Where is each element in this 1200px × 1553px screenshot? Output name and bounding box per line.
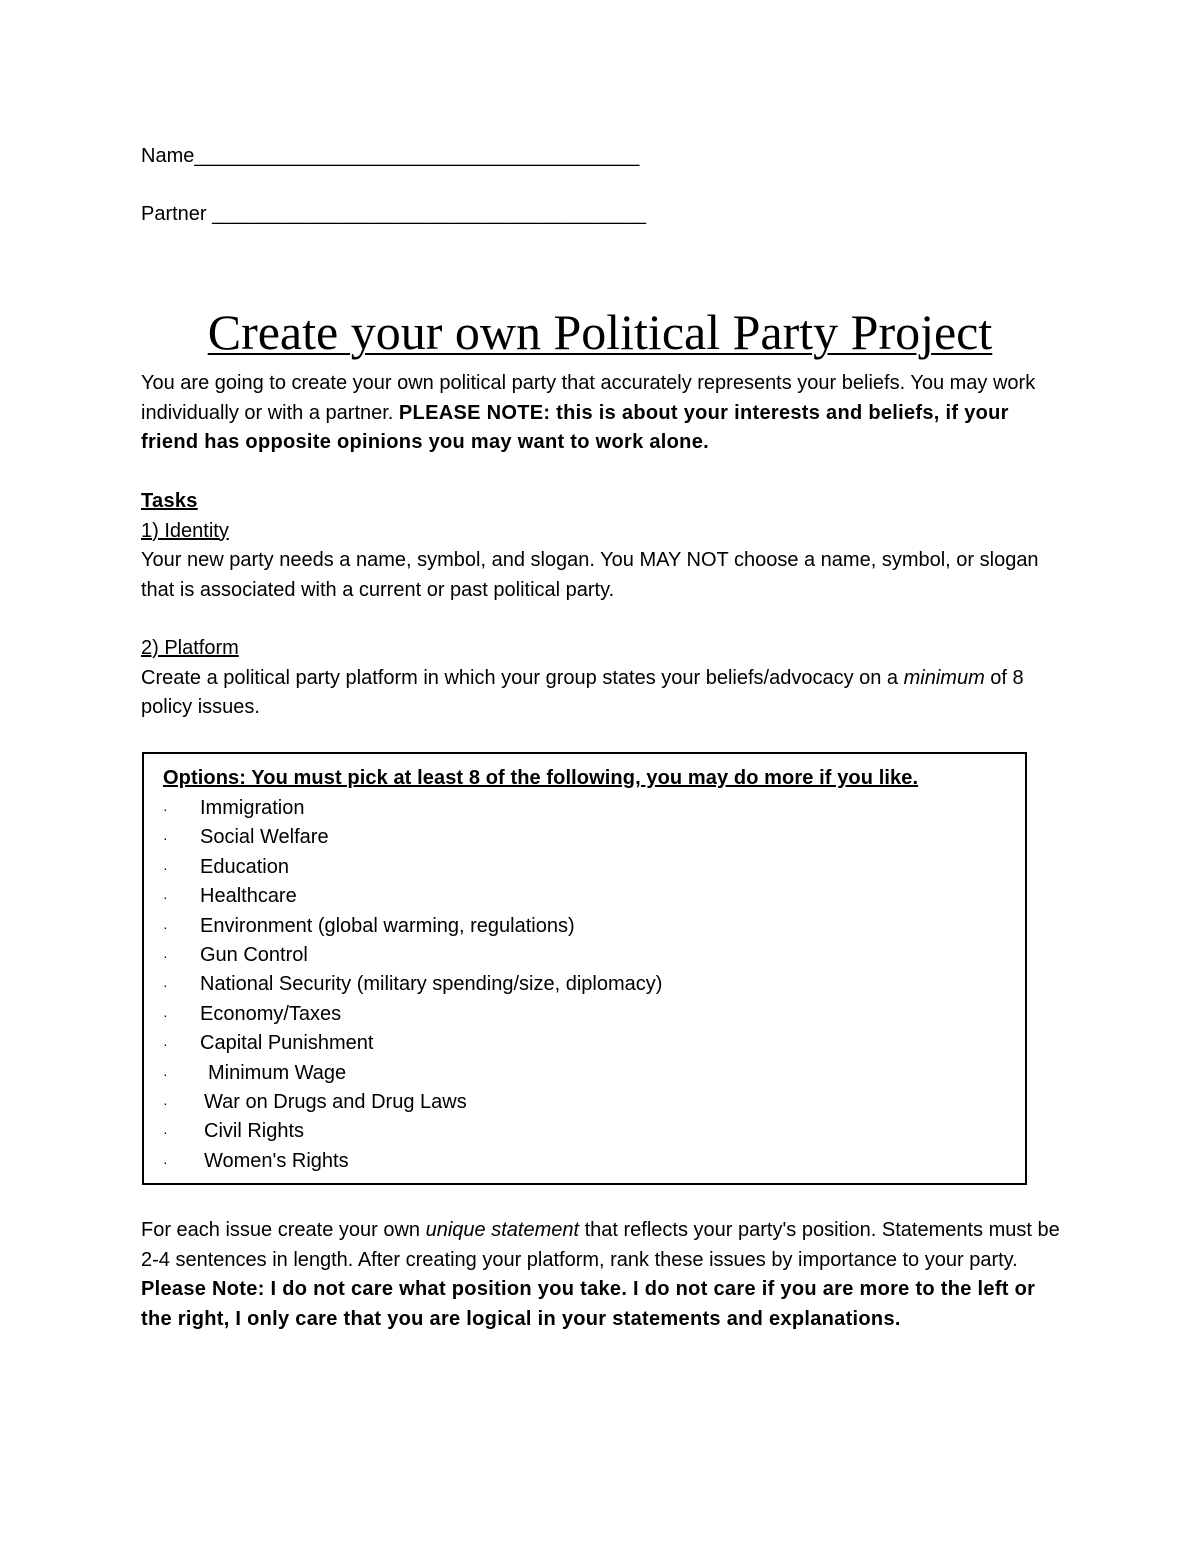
bullet: ·: [163, 1006, 168, 1023]
bullet: ·: [163, 1065, 168, 1082]
list-item: [163, 1088, 662, 1117]
bullet: ·: [163, 889, 168, 906]
platform-text-end: of 8 policy issues.: [141, 666, 1024, 718]
list-item: [163, 853, 662, 882]
list-item: [163, 1059, 662, 1088]
platform-text-start: Create a political party platform in which your group states your beliefs/advocacy on a: [141, 666, 904, 689]
option-label: Women's Rights: [204, 1149, 349, 1172]
bullet: ·: [163, 947, 168, 964]
option-label: Minimum Wage: [208, 1061, 347, 1084]
list-item: [163, 1117, 662, 1146]
bullet: ·: [163, 801, 168, 817]
list-item: [163, 882, 662, 911]
options-box: [142, 752, 1027, 1185]
option-label: War on Drugs and Drug Laws: [204, 1090, 467, 1113]
list-item: [163, 1029, 662, 1058]
list-item: [163, 794, 662, 823]
intro-text: You are going to create your own political party that accurately represents your beliefs. You may work individually or with a partner.: [141, 372, 1036, 424]
bullet: ·: [163, 918, 168, 935]
option-label: Civil Rights: [204, 1120, 305, 1143]
option-label: Economy/Taxes: [200, 1002, 342, 1025]
identity-text: Your new party needs a name, symbol, and slogan. You MAY NOT choose a name, symbol, or slogan that is associated with a current or past political party.: [141, 549, 1039, 601]
statement-text: [141, 1216, 1071, 1275]
option-label: Education: [200, 855, 289, 878]
partner-blank: _______________________________________: [212, 203, 646, 225]
statement-note: Please Note: I do not care what position you take. I do not care if you are more to the left or the right, I only care that you are logical in your statements and explanations.: [141, 1278, 1036, 1330]
statement-text-end: that reflects your party's position. Statements must be 2-4 sentences in length. After creating your platform, rank these issues by importance to your party.: [141, 1219, 1060, 1271]
list-item: [163, 1147, 662, 1176]
option-label: Healthcare: [200, 885, 297, 908]
option-label: Capital Punishment: [200, 1032, 374, 1055]
option-label: Environment (global warming, regulations): [200, 914, 575, 937]
list-item: [163, 912, 662, 941]
platform-text-emphasis: minimum: [903, 666, 985, 689]
tasks-section: [141, 487, 1071, 605]
bullet: ·: [163, 859, 168, 876]
list-item: [163, 970, 662, 999]
name-blank: ________________________________________: [194, 145, 640, 167]
list-item: [163, 1000, 662, 1029]
statement-text-emphasis: unique statement: [425, 1219, 580, 1241]
platform-section: [141, 634, 1071, 723]
bullet: ·: [163, 977, 168, 994]
tasks-heading: Tasks: [141, 490, 198, 512]
name-field: [141, 144, 639, 168]
platform-label: 2) Platform: [141, 637, 239, 659]
partner-label: Partner: [141, 203, 213, 225]
bullet: ·: [163, 830, 168, 847]
identity-label: 1) Identity: [141, 519, 229, 542]
statement-paragraph: [141, 1216, 1071, 1334]
option-label: Social Welfare: [200, 826, 329, 849]
options-header: Options: You must pick at least 8 of the following, you may do more if you like.: [163, 767, 919, 789]
bullet: ·: [163, 1036, 168, 1053]
bullet: ·: [163, 1153, 168, 1170]
partner-field: [141, 202, 646, 226]
list-item: [163, 941, 662, 970]
intro-paragraph: [141, 369, 1071, 458]
platform-text: [141, 664, 1071, 723]
option-label: Gun Control: [200, 943, 308, 966]
option-label: National Security (military spending/size, diplomacy): [200, 973, 663, 996]
bullet: ·: [163, 1094, 168, 1111]
name-label: Name: [141, 145, 195, 167]
option-label: Immigration: [200, 797, 305, 819]
options-list: [163, 794, 662, 1176]
page-title: Create your own Political Party Project: [207, 304, 993, 360]
list-item: [163, 823, 662, 852]
bullet: ·: [163, 1124, 168, 1141]
intro-note: PLEASE NOTE: this is about your interests and beliefs, if your friend has opposite opinions you may want to work alone.: [141, 401, 1009, 453]
statement-text-start: For each issue create your own: [141, 1219, 426, 1241]
